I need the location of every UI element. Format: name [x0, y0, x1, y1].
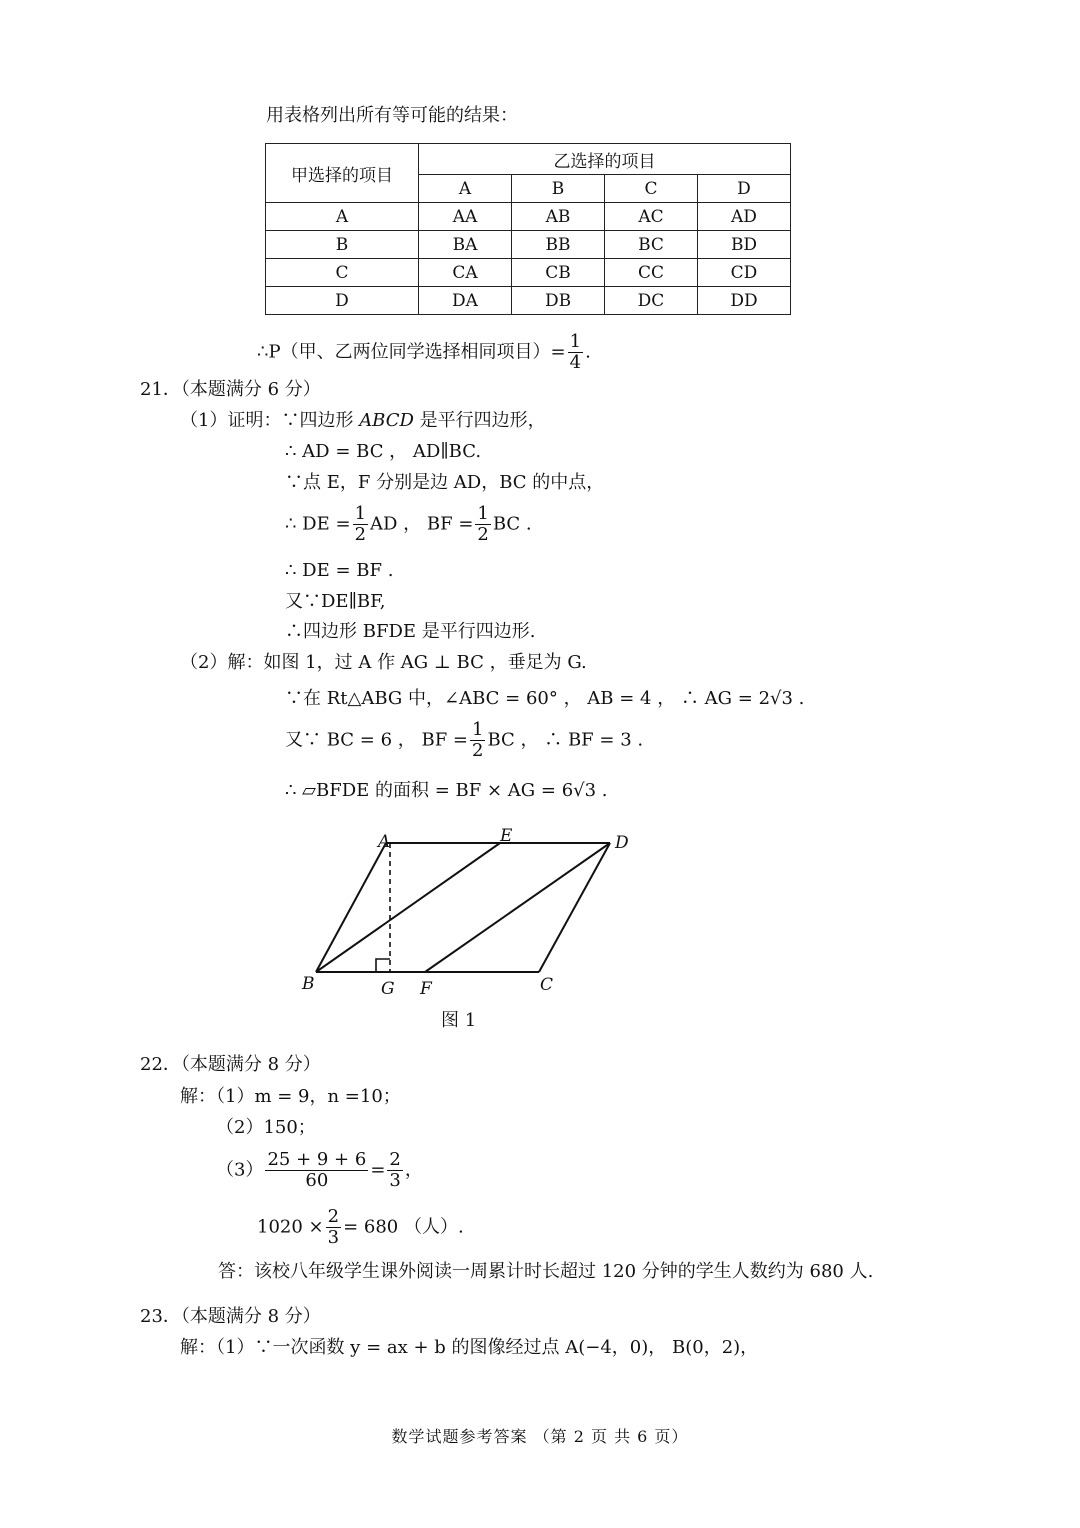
edge-AB — [316, 843, 386, 972]
text: 是平行四边形， — [413, 410, 546, 431]
page-footer: 数学试题参考答案 （第 2 页 共 6 页） — [391, 1427, 689, 1446]
denominator: 2 — [472, 740, 484, 761]
text: ∴ DE = — [285, 513, 351, 535]
text: ， — [404, 1159, 423, 1181]
text: = — [370, 1159, 386, 1181]
text: 1020 × — [257, 1216, 324, 1238]
q22-line3 — [216, 1150, 423, 1191]
q21-line4 — [285, 504, 532, 545]
q21-line3: ∵点 E，F 分别是边 AD，BC 的中点， — [285, 472, 605, 493]
label-F: F — [420, 979, 432, 999]
table-cell: CC — [605, 259, 698, 287]
table-row — [266, 231, 791, 259]
table-cell: BD — [698, 231, 791, 259]
numerator: 1 — [569, 331, 582, 352]
row-label: A — [266, 203, 419, 231]
q23-line1: 解：（1）∵一次函数 y = ax + b 的图像经过点 A(−4，0)， B(0，2)， — [180, 1337, 759, 1358]
numerator: 2 — [327, 1206, 340, 1227]
probability-line — [257, 332, 591, 373]
math-var: ABCD — [359, 410, 414, 431]
table-cell: AC — [605, 203, 698, 231]
text: BC ， ∴ BF = 3 . — [487, 729, 644, 751]
fraction — [475, 504, 490, 545]
table-cell: AB — [512, 203, 605, 231]
denominator: 3 — [389, 1170, 401, 1191]
text: AD ， BF = — [370, 513, 474, 535]
numerator: 2 — [389, 1149, 401, 1170]
q21-line2: ∴ AD = BC ， AD∥BC. — [285, 441, 482, 462]
row-label: B — [266, 231, 419, 259]
table-cell: CD — [698, 259, 791, 287]
col-label: A — [419, 175, 512, 203]
label-G: G — [381, 979, 395, 999]
segment-BE — [316, 843, 500, 972]
label-A: A — [378, 832, 391, 852]
q22-line2: （2）150； — [216, 1117, 316, 1138]
label-E: E — [500, 826, 513, 846]
row-label: C — [266, 259, 419, 287]
numerator: 1 — [354, 503, 367, 524]
intro-text: 用表格列出所有等可能的结果： — [266, 105, 518, 126]
figure-caption: 图 1 — [441, 1010, 477, 1031]
denominator: 4 — [569, 352, 582, 373]
table-cell: AA — [419, 203, 512, 231]
row-label: D — [266, 287, 419, 315]
q22-heading: 22．（本题满分 8 分） — [140, 1054, 321, 1075]
probability-text: ∴P（甲、乙两位同学选择相同项目）= — [257, 341, 566, 363]
denominator: 3 — [327, 1227, 340, 1248]
table-cell: DA — [419, 287, 512, 315]
right-angle-mark — [376, 959, 390, 972]
fraction — [326, 1207, 341, 1248]
edge-DC — [539, 843, 610, 972]
q21-part1 — [180, 409, 546, 433]
text: （3） — [216, 1159, 264, 1181]
fraction — [387, 1150, 402, 1191]
fraction — [568, 332, 583, 373]
table-cell: AD — [698, 203, 791, 231]
table-row — [266, 203, 791, 231]
denominator: 60 — [305, 1170, 329, 1191]
q21-line6: 又∵DE∥BF, — [285, 591, 386, 612]
denominator: 2 — [354, 524, 367, 545]
q22-line1: 解：（1）m = 9，n =10； — [180, 1086, 401, 1107]
row-header-cell: 甲选择的项目 — [266, 144, 419, 203]
segment-FD — [425, 843, 610, 972]
table-cell: BC — [605, 231, 698, 259]
q21-line7: ∴四边形 BFDE 是平行四边形. — [285, 621, 536, 642]
fraction — [470, 720, 485, 761]
q22-line4 — [257, 1207, 464, 1248]
text: （1）证明：∵四边形 — [180, 410, 360, 431]
table-cell: BA — [419, 231, 512, 259]
table-cell: CB — [512, 259, 605, 287]
text: BC . — [492, 513, 532, 535]
q22-answer: 答：该校八年级学生课外阅读一周累计时长超过 120 分钟的学生人数约为 680 人. — [218, 1261, 874, 1282]
numerator: 1 — [477, 503, 489, 524]
table-row — [266, 287, 791, 315]
label-D: D — [615, 833, 629, 853]
table-cell: DD — [698, 287, 791, 315]
q21-line5: ∴ DE = BF . — [285, 560, 394, 581]
q23-heading: 23．（本题满分 8 分） — [140, 1306, 321, 1327]
col-label: D — [698, 175, 791, 203]
period: . — [585, 341, 591, 363]
fraction — [353, 504, 368, 545]
table-cell: DB — [512, 287, 605, 315]
q21-line9: ∵在 Rt△ABG 中，∠ABC = 60° ， AB = 4 ， ∴ AG = 2√3 . — [285, 688, 805, 709]
numerator: 1 — [472, 719, 484, 740]
col-label: B — [512, 175, 605, 203]
q21-line11: ∴ ▱BFDE 的面积 = BF × AG = 6√3 . — [285, 780, 608, 801]
table-cell: BB — [512, 231, 605, 259]
label-C: C — [540, 975, 554, 995]
label-B: B — [302, 974, 315, 994]
q21-heading: 21．（本题满分 6 分） — [140, 379, 321, 400]
col-label: C — [605, 175, 698, 203]
q21-part2: （2）解：如图 1，过 A 作 AG ⊥ BC ，垂足为 G. — [180, 652, 587, 673]
table-cell: DC — [605, 287, 698, 315]
outcome-table — [265, 143, 791, 315]
text: = 680 （人）. — [343, 1216, 464, 1238]
table-cell: CA — [419, 259, 512, 287]
denominator: 2 — [477, 524, 489, 545]
numerator: 25 + 9 + 6 — [267, 1149, 367, 1170]
col-header-cell: 乙选择的项目 — [419, 144, 791, 175]
fraction — [265, 1150, 368, 1191]
table-row — [266, 259, 791, 287]
q21-line10 — [285, 720, 643, 761]
text: 又∵ BC = 6 ， BF = — [285, 729, 468, 751]
